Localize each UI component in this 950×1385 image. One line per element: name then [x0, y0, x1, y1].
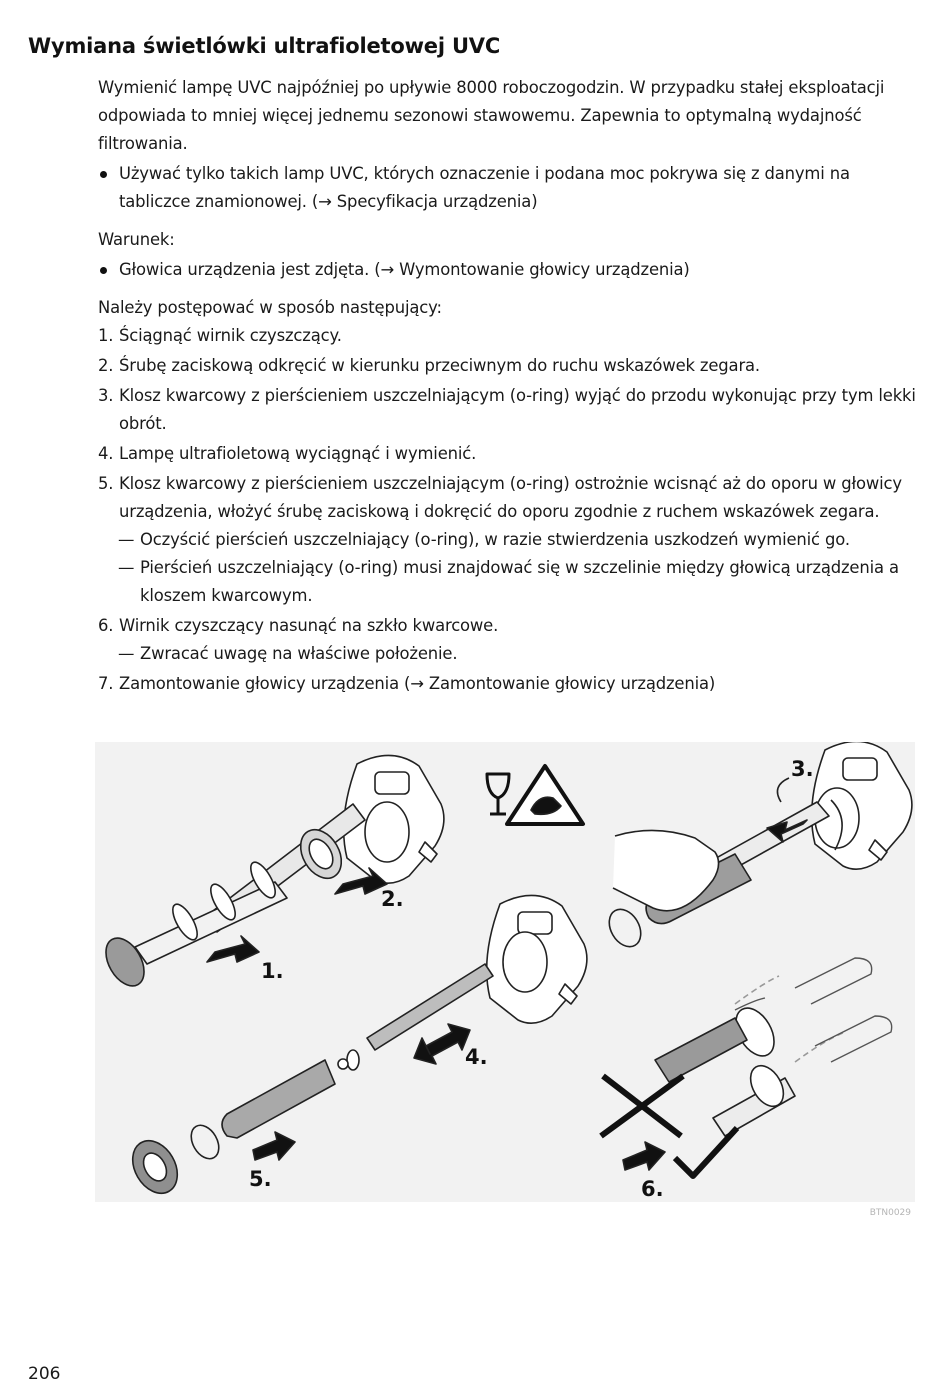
page-title: Wymiana świetlówki ultrafioletowej UVC — [28, 34, 501, 58]
step-number: 2. — [98, 356, 114, 375]
device-head-middle — [487, 895, 587, 1023]
step-number: 7. — [98, 674, 114, 693]
device-head-top-right — [812, 742, 912, 869]
step-3 — [98, 382, 918, 438]
bullet-lamp-spec-text: Używać tylko takich lamp UVC, których oznaczenie i podana moc pokrywa się z danymi na tabliczce znamionowej. (→ Specyfikacja urządzenia) — [119, 164, 850, 211]
step-5-note-1: — Oczyścić pierścień uszczelniający (o-ring), w razie stwierdzenia uszkodzeń wymienić go. — [98, 526, 918, 554]
figure-code: BTN0029 — [869, 1208, 911, 1218]
step-5 — [98, 470, 918, 526]
step-1 — [98, 322, 918, 350]
uvc-replacement-illustration — [95, 742, 915, 1218]
step-2 — [98, 352, 918, 380]
arrow-step-5 — [253, 1132, 295, 1160]
cleaning-rotor — [98, 859, 287, 993]
step-text: Zamontowanie głowicy urządzenia (→ Zamontowanie głowicy urządzenia) — [119, 674, 716, 693]
label-step-1: 1. — [261, 959, 284, 983]
bullet-condition-text: Głowica urządzenia jest zdjęta. (→ Wymontowanie głowicy urządzenia) — [119, 260, 690, 279]
label-step-3: 3. — [791, 757, 814, 781]
step-number: 1. — [98, 326, 114, 345]
step-6 — [98, 612, 918, 640]
step-text: Śrubę zaciskową odkręcić w kierunku przeciwnym do ruchu wskazówek zegara. — [119, 356, 760, 375]
step-text: Lampę ultrafioletową wyciągnąć i wymienić. — [119, 444, 477, 463]
quartz-glass-loose — [222, 1050, 359, 1138]
step-7 — [98, 670, 918, 698]
label-step-5: 5. — [249, 1167, 272, 1191]
step-number: 3. — [98, 386, 114, 405]
step-number: 4. — [98, 444, 114, 463]
condition-label: Warunek: — [98, 230, 175, 249]
page-number: 206 — [28, 1364, 61, 1384]
step-6-note-1: — Zwracać uwagę na właściwe położenie. — [98, 640, 918, 668]
arrow-step-1 — [207, 936, 259, 962]
step-text: Ściągnąć wirnik czyszczący. — [119, 326, 342, 345]
intro-paragraph: Wymienić lampę UVC najpóźniej po upływie 8000 roboczogodzin. W przypadku stałej eksploatacji odpowiada to mniej więcej jednemu sezonowi stawowemu. Zapewnia to optymalną wydajność filtrowania. — [98, 78, 885, 153]
step-text: Wirnik czyszczący nasunąć na szkło kwarcowe. — [119, 616, 499, 635]
clamping-screw-loose — [124, 1133, 187, 1201]
step-text: Klosz kwarcowy z pierścieniem uszczelniającym (o-ring) ostrożnie wcisnąć aż do oporu w głowicy urządzenia, włożyć śrubę zaciskową i dokręcić do oporu zgodnie z ruchem wskazówek zegara. — [119, 474, 902, 521]
label-step-6: 6. — [641, 1177, 664, 1201]
label-step-4: 4. — [465, 1045, 488, 1069]
arrow-step-4 — [414, 1024, 470, 1064]
o-ring — [186, 1120, 225, 1163]
bullet-lamp-spec — [98, 160, 918, 216]
arrow-step-6 — [623, 1142, 665, 1170]
fragile-glass-icon — [487, 774, 509, 814]
label-step-2: 2. — [381, 887, 404, 911]
wrong-cross-icon — [601, 1076, 683, 1136]
rotate-arrow-icon — [777, 778, 789, 802]
step-number: 6. — [98, 616, 114, 635]
uv-lamp — [367, 964, 493, 1050]
instructions — [98, 74, 918, 698]
correct-check-icon — [675, 1128, 737, 1176]
bullet-condition — [98, 256, 918, 284]
step-5-note-2: — Pierścień uszczelniający (o-ring) musi znajdować się w szczelinie między głowicą urządzenia a kloszem kwarcowym. — [98, 554, 918, 610]
hand-injury-warning-icon — [507, 766, 583, 824]
step-number: 5. — [98, 474, 114, 493]
illustration-drawing — [95, 742, 915, 1202]
step-4 — [98, 440, 918, 468]
step-text: Klosz kwarcowy z pierścieniem uszczelniającym (o-ring) wyjąć do przodu wykonując przy tym lekki obrót. — [119, 386, 916, 433]
procedure-label: Należy postępować w sposób następujący: — [98, 298, 442, 317]
o-ring-right — [603, 904, 647, 953]
